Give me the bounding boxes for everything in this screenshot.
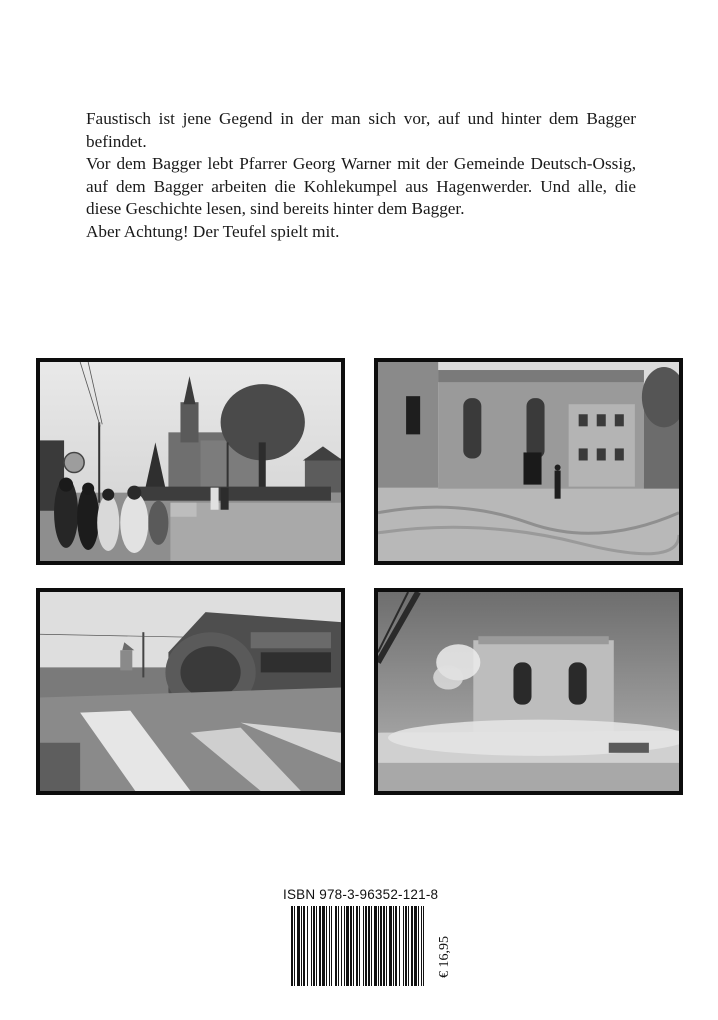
photo-church-crowd: [36, 358, 345, 565]
photo-demolished-church: [374, 358, 683, 565]
photo-church-ruin: [374, 588, 683, 795]
barcode: [289, 906, 427, 986]
isbn-number: ISBN 978-3-96352-121-8: [283, 887, 439, 902]
blurb-paragraph-1: Faustisch ist jene Gegend in der man sich vor, auf und hinter dem Bagger befindet.: [86, 109, 636, 151]
blurb-paragraph-3: Aber Achtung! Der Teufel spielt mit.: [86, 221, 340, 241]
photo-excavator: [36, 588, 345, 795]
blurb-paragraph-2: Vor dem Bagger lebt Pfarrer Georg Warner mit der Gemeinde Deutsch-Ossig, auf dem Bagger arbeiten die Kohlekumpel aus Hagenwerder. Und alle, die diese Geschichte lesen, sind bereits hinter dem Bagger.: [86, 154, 636, 218]
price-text: € 16,95: [437, 936, 452, 978]
back-cover-blurb: [86, 108, 636, 243]
price-label: [437, 928, 453, 986]
